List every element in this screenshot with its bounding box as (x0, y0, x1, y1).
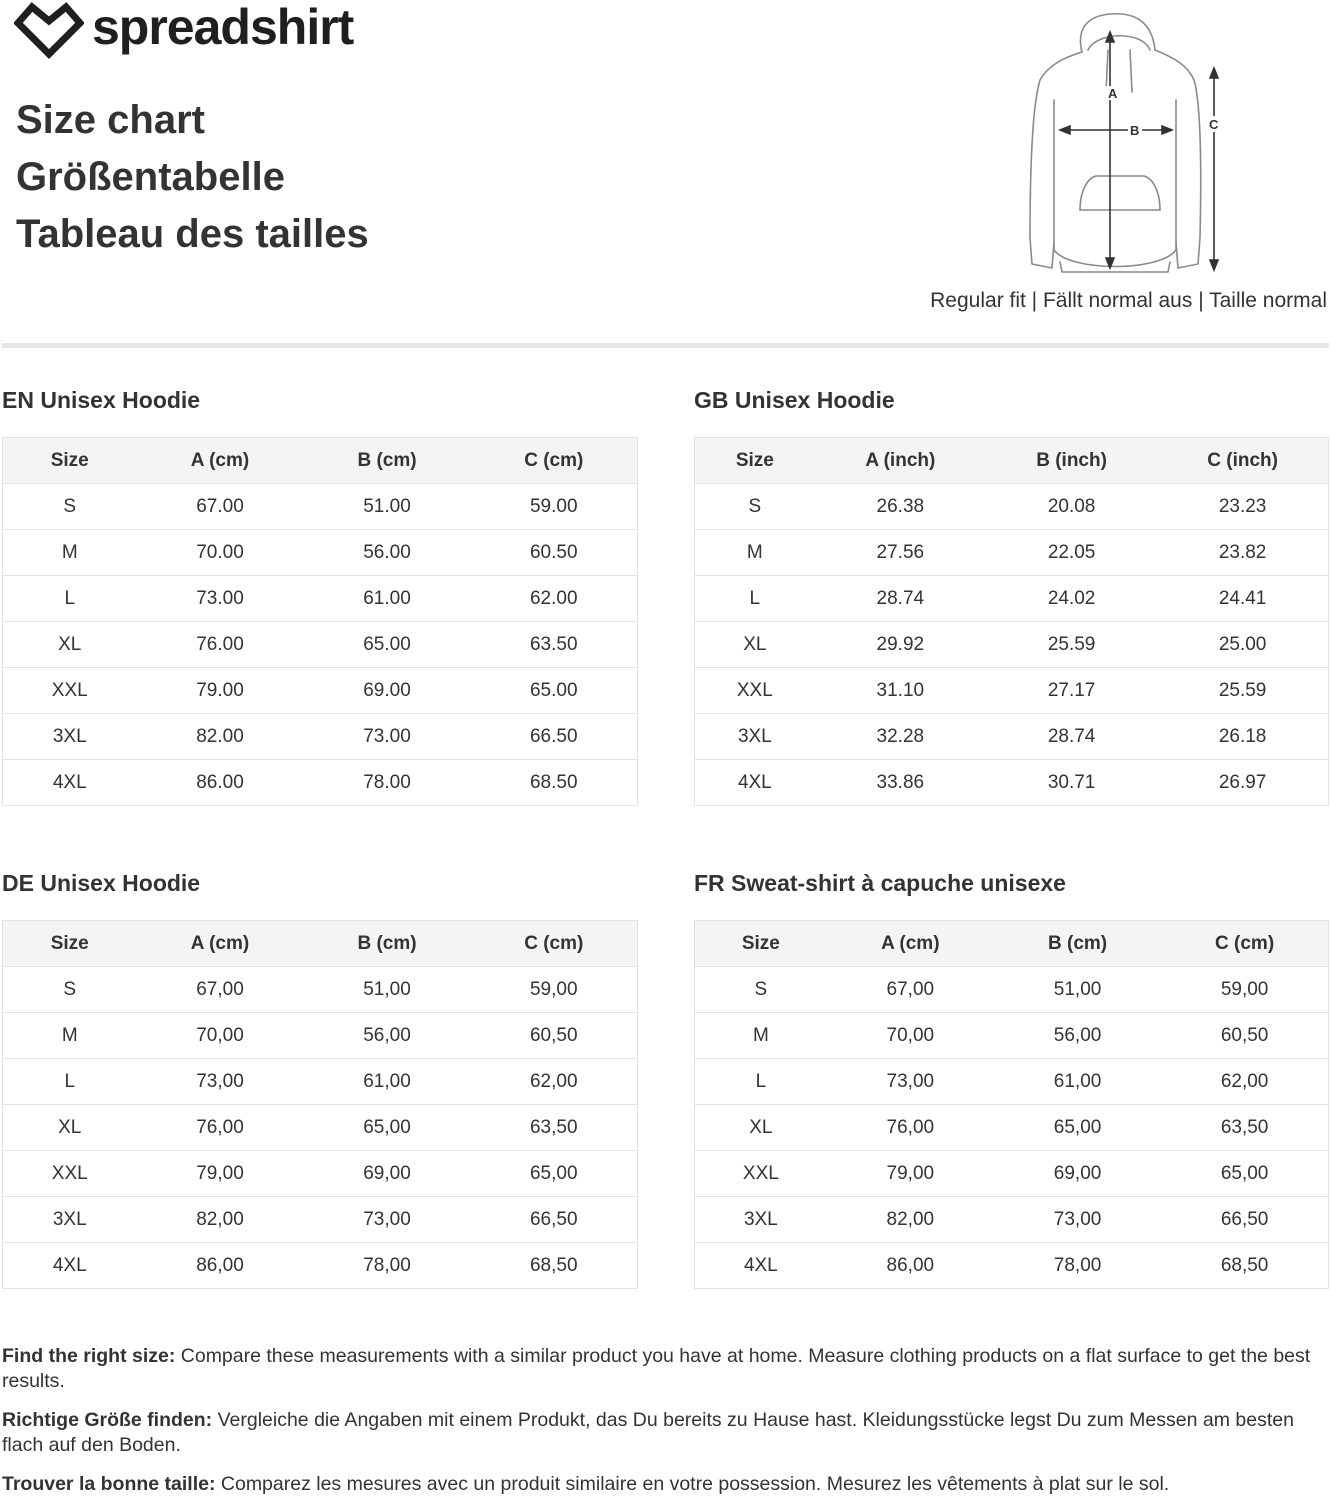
table-row (3, 1197, 638, 1243)
header-cell: A (inch) (815, 438, 986, 484)
size-cell: XXL (3, 668, 137, 714)
measurement-cell: 70,00 (827, 1013, 994, 1059)
measurement-cell: 86.00 (137, 760, 304, 806)
measurement-cell: 70.00 (137, 530, 304, 576)
size-cell: S (3, 484, 137, 530)
measurement-cell: 66.50 (471, 714, 638, 760)
header-cell: C (cm) (1161, 921, 1328, 967)
measurement-cell: 26.97 (1157, 760, 1328, 806)
size-cell: 3XL (695, 1197, 827, 1243)
size-cell: XL (3, 622, 137, 668)
header-cell: B (inch) (986, 438, 1157, 484)
measurement-cell: 27.17 (986, 668, 1157, 714)
measurement-cell: 22.05 (986, 530, 1157, 576)
measurement-cell: 66,50 (1161, 1197, 1328, 1243)
size-cell: 4XL (3, 760, 137, 806)
size-table-gb (694, 437, 1329, 806)
measurement-cell: 78,00 (994, 1243, 1161, 1289)
note-text: Vergleiche die Angaben mit einem Produkt, das Du bereits zu Hause hast. Kleidungsstücke legst Du zum Messen am besten flach auf den Boden. (2, 1409, 1294, 1456)
header-cell: B (cm) (304, 921, 471, 967)
table-row (695, 967, 1329, 1013)
measurement-cell: 62,00 (1161, 1059, 1328, 1105)
size-cell: XXL (3, 1151, 137, 1197)
size-cell: S (3, 967, 137, 1013)
measurement-cell: 65.00 (304, 622, 471, 668)
measurement-cell: 63,50 (471, 1105, 638, 1151)
brand-logo (14, 0, 353, 60)
measurement-cell: 20.08 (986, 484, 1157, 530)
measurement-cell: 62,00 (471, 1059, 638, 1105)
measurement-cell: 65,00 (304, 1105, 471, 1151)
measurement-cell: 51,00 (994, 967, 1161, 1013)
table-header-row (695, 921, 1329, 967)
size-cell: 4XL (3, 1243, 137, 1289)
size-notes (2, 1344, 1327, 1511)
measurement-cell: 65,00 (994, 1105, 1161, 1151)
measurement-cell: 76,00 (827, 1105, 994, 1151)
title-de: Größentabelle (16, 155, 285, 199)
size-cell: M (3, 530, 137, 576)
note-fr (2, 1472, 1327, 1497)
measurement-cell: 63,50 (1161, 1105, 1328, 1151)
header-divider (2, 343, 1329, 348)
measurement-cell: 73,00 (827, 1059, 994, 1105)
measurement-cell: 63.50 (471, 622, 638, 668)
measurement-cell: 59,00 (1161, 967, 1328, 1013)
size-cell: 3XL (3, 1197, 137, 1243)
measurement-cell: 66,50 (471, 1197, 638, 1243)
size-table-de (2, 920, 638, 1289)
table-row (695, 576, 1329, 622)
measurement-cell: 82,00 (137, 1197, 304, 1243)
size-cell: S (695, 967, 827, 1013)
size-cell: M (695, 1013, 827, 1059)
table-row (695, 1059, 1329, 1105)
measurement-cell: 33.86 (815, 760, 986, 806)
measurement-cell: 69,00 (304, 1151, 471, 1197)
note-de (2, 1408, 1327, 1458)
measurement-cell: 76,00 (137, 1105, 304, 1151)
measurement-cell: 61.00 (304, 576, 471, 622)
measurement-cell: 26.18 (1157, 714, 1328, 760)
measurement-cell: 68.50 (471, 760, 638, 806)
size-cell: 3XL (695, 714, 815, 760)
note-en (2, 1344, 1327, 1394)
measurement-cell: 56,00 (304, 1013, 471, 1059)
title-fr: Tableau des tailles (16, 212, 369, 256)
header-cell: Size (3, 438, 137, 484)
size-cell: L (695, 1059, 827, 1105)
header-cell: A (cm) (137, 438, 304, 484)
diagram-label-c: C (1209, 117, 1219, 132)
size-cell: XXL (695, 668, 815, 714)
table-title-en: EN Unisex Hoodie (2, 387, 201, 413)
measurement-cell: 25.59 (986, 622, 1157, 668)
measurement-cell: 51,00 (304, 967, 471, 1013)
measurement-cell: 78.00 (304, 760, 471, 806)
measurement-cell: 67,00 (137, 967, 304, 1013)
measurement-cell: 30.71 (986, 760, 1157, 806)
header-cell: C (cm) (471, 438, 638, 484)
measurement-cell: 29.92 (815, 622, 986, 668)
size-cell: XL (695, 1105, 827, 1151)
measurement-cell: 82,00 (827, 1197, 994, 1243)
measurement-cell: 25.00 (1157, 622, 1328, 668)
measurement-cell: 65,00 (1161, 1151, 1328, 1197)
measurement-cell: 82.00 (137, 714, 304, 760)
table-row (3, 1013, 638, 1059)
measurement-cell: 31.10 (815, 668, 986, 714)
note-label: Find the right size: (2, 1345, 176, 1367)
table-row (695, 622, 1329, 668)
size-cell: L (3, 576, 137, 622)
measurement-cell: 78,00 (304, 1243, 471, 1289)
brand-name: spreadshirt (92, 0, 354, 55)
size-cell: 4XL (695, 1243, 827, 1289)
measurement-cell: 67.00 (137, 484, 304, 530)
note-text: Compare these measurements with a similar product you have at home. Measure clothing products on a flat surface to get the best results. (2, 1345, 1311, 1392)
spreadshirt-heart-icon (14, 1, 84, 59)
table-row (695, 484, 1329, 530)
measurement-cell: 86,00 (827, 1243, 994, 1289)
measurement-cell: 61,00 (994, 1059, 1161, 1105)
measurement-cell: 76.00 (137, 622, 304, 668)
table-row (695, 1013, 1329, 1059)
table-row (3, 714, 638, 760)
size-cell: L (695, 576, 815, 622)
table-row (695, 530, 1329, 576)
measurement-cell: 59.00 (471, 484, 638, 530)
size-table-en (2, 437, 638, 806)
measurement-cell: 73.00 (137, 576, 304, 622)
measurement-cell: 51.00 (304, 484, 471, 530)
measurement-cell: 25.59 (1157, 668, 1328, 714)
header-cell: Size (695, 438, 815, 484)
header-cell: A (cm) (827, 921, 994, 967)
table-row (695, 1197, 1329, 1243)
measurement-cell: 32.28 (815, 714, 986, 760)
size-cell: L (3, 1059, 137, 1105)
header-cell: C (cm) (471, 921, 638, 967)
table-row (3, 668, 638, 714)
note-label: Trouver la bonne taille: (2, 1473, 216, 1495)
table-row (3, 484, 638, 530)
header-cell: B (cm) (304, 438, 471, 484)
table-row (695, 668, 1329, 714)
size-cell: XL (3, 1105, 137, 1151)
measurement-cell: 56,00 (994, 1013, 1161, 1059)
table-row (695, 714, 1329, 760)
measurement-cell: 65.00 (471, 668, 638, 714)
hoodie-measurement-diagram (1010, 10, 1235, 280)
measurement-cell: 73,00 (994, 1197, 1161, 1243)
measurement-cell: 67,00 (827, 967, 994, 1013)
table-row (3, 760, 638, 806)
table-header-row (695, 438, 1329, 484)
table-row (3, 967, 638, 1013)
measurement-cell: 60,50 (1161, 1013, 1328, 1059)
measurement-cell: 26.38 (815, 484, 986, 530)
measurement-cell: 73.00 (304, 714, 471, 760)
measurement-cell: 60.50 (471, 530, 638, 576)
diagram-label-a: A (1108, 86, 1118, 101)
measurement-cell: 56.00 (304, 530, 471, 576)
measurement-cell: 24.41 (1157, 576, 1328, 622)
measurement-cell: 28.74 (986, 714, 1157, 760)
measurement-cell: 23.82 (1157, 530, 1328, 576)
table-title-de: DE Unisex Hoodie (2, 870, 201, 896)
measurement-cell: 68,50 (1161, 1243, 1328, 1289)
measurement-cell: 69,00 (994, 1151, 1161, 1197)
size-cell: M (695, 530, 815, 576)
fit-description: Regular fit | Fällt normal aus | Taille normal (930, 289, 1327, 312)
size-cell: 3XL (3, 714, 137, 760)
measurement-cell: 65,00 (471, 1151, 638, 1197)
header-cell: A (cm) (137, 921, 304, 967)
page-titles (16, 92, 369, 263)
measurement-cell: 73,00 (137, 1059, 304, 1105)
table-row (695, 1243, 1329, 1289)
size-cell: XL (695, 622, 815, 668)
table-row (695, 1151, 1329, 1197)
table-row (3, 622, 638, 668)
table-row (3, 530, 638, 576)
table-row (695, 1105, 1329, 1151)
measurement-cell: 79,00 (827, 1151, 994, 1197)
title-en: Size chart (16, 98, 205, 142)
size-table-fr (694, 920, 1329, 1289)
table-row (3, 1243, 638, 1289)
measurement-cell: 62.00 (471, 576, 638, 622)
header-cell: C (inch) (1157, 438, 1328, 484)
measurement-cell: 70,00 (137, 1013, 304, 1059)
table-row (695, 760, 1329, 806)
table-header-row (3, 438, 638, 484)
measurement-cell: 23.23 (1157, 484, 1328, 530)
measurement-cell: 79,00 (137, 1151, 304, 1197)
note-text: Comparez les mesures avec un produit similaire en votre possession. Mesurez les vêtements à plat sur le sol. (215, 1473, 1170, 1495)
measurement-cell: 59,00 (471, 967, 638, 1013)
table-row (3, 1105, 638, 1151)
diagram-label-b: B (1130, 123, 1140, 138)
table-row (3, 1151, 638, 1197)
measurement-cell: 28.74 (815, 576, 986, 622)
measurement-cell: 73,00 (304, 1197, 471, 1243)
table-header-row (3, 921, 638, 967)
measurement-cell: 60,50 (471, 1013, 638, 1059)
measurement-cell: 61,00 (304, 1059, 471, 1105)
measurement-cell: 79.00 (137, 668, 304, 714)
measurement-cell: 68,50 (471, 1243, 638, 1289)
measurement-cell: 27.56 (815, 530, 986, 576)
measurement-cell: 24.02 (986, 576, 1157, 622)
measurement-cell: 69.00 (304, 668, 471, 714)
size-cell: 4XL (695, 760, 815, 806)
table-row (3, 1059, 638, 1105)
measurement-cell: 86,00 (137, 1243, 304, 1289)
header-cell: B (cm) (994, 921, 1161, 967)
table-row (3, 576, 638, 622)
note-label: Richtige Größe finden: (2, 1409, 213, 1431)
table-title-fr: FR Sweat-shirt à capuche unisexe (694, 870, 1066, 896)
header-cell: Size (695, 921, 827, 967)
size-cell: S (695, 484, 815, 530)
header-cell: Size (3, 921, 137, 967)
table-title-gb: GB Unisex Hoodie (694, 387, 895, 413)
size-cell: M (3, 1013, 137, 1059)
size-cell: XXL (695, 1151, 827, 1197)
